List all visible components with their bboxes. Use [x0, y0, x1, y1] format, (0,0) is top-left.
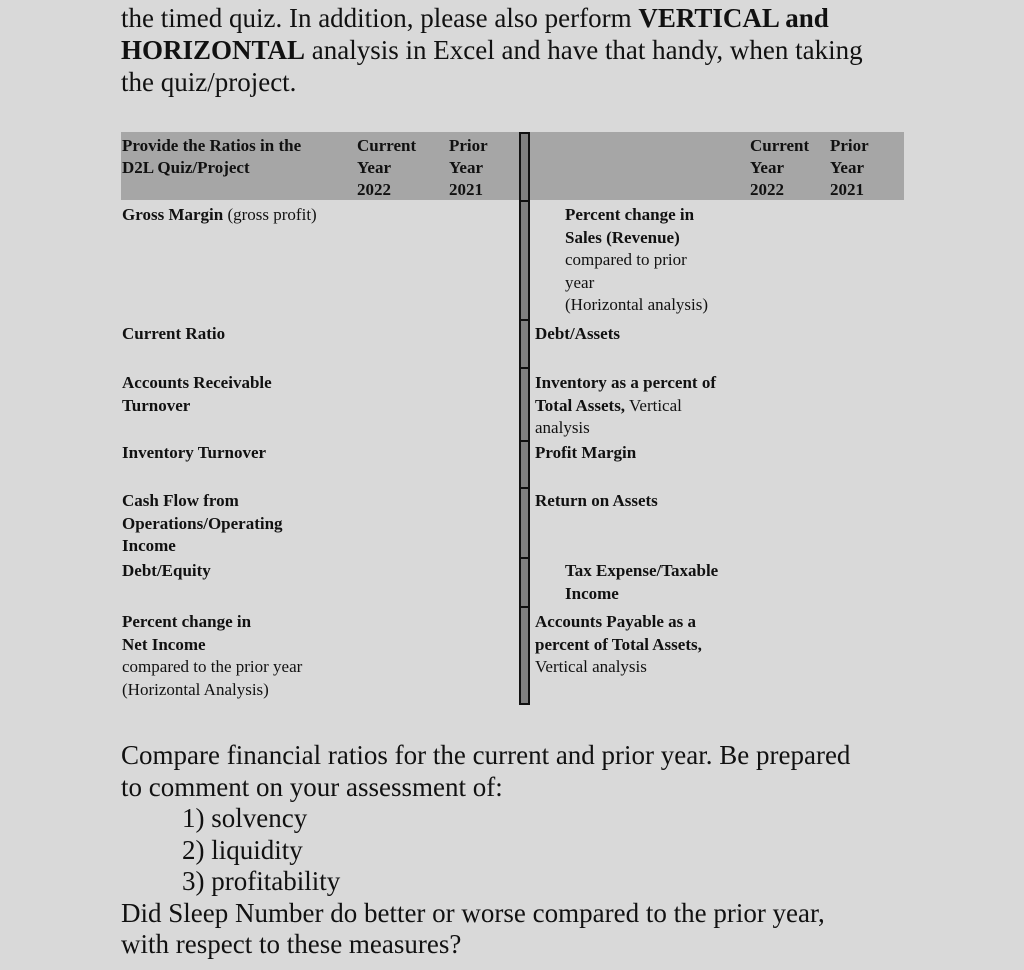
pct-sales-line: Percent change in [565, 205, 695, 224]
cash-flow-line: Income [122, 536, 176, 555]
header-line: 2021 [830, 180, 864, 199]
header-left-title-line: D2L Quiz/Project [122, 158, 250, 177]
ap-pct-line: percent of Total Assets, [535, 634, 702, 654]
table-divider [519, 132, 530, 705]
header-right-prior-year [830, 135, 869, 201]
divider-segment [521, 487, 528, 489]
ap-pct-line: Accounts Payable as a [535, 612, 697, 631]
header-line: Year [750, 158, 784, 177]
gross-margin-label: Gross Margin [122, 205, 224, 224]
row-ap-pct [535, 611, 702, 679]
header-line: Prior [449, 136, 488, 155]
row-ar-turnover [122, 372, 272, 417]
cash-flow-line: Cash Flow from [122, 491, 239, 510]
header-right-current-year [750, 135, 809, 201]
header-line: Year [830, 158, 864, 177]
instructions-line: with respect to these measures? [121, 929, 462, 959]
row-tax [565, 560, 718, 605]
header-line: 2021 [449, 180, 483, 199]
row-pct-net-income [122, 611, 302, 701]
row-return-on-assets: Return on Assets [535, 491, 658, 510]
header-line: Current [357, 136, 417, 155]
list-item: 2) liquidity [182, 834, 303, 865]
ar-turnover-line: Accounts Receivable [122, 373, 272, 392]
inventory-pct-line: Vertical [625, 395, 682, 415]
header-line: Current [750, 136, 810, 155]
header-line: Year [357, 158, 391, 177]
divider-segment [521, 606, 528, 608]
pct-sales-line: Sales (Revenue) [565, 227, 680, 247]
header-line: Prior [830, 136, 869, 155]
intro-text-1: the timed quiz. In addition, please also perform [121, 3, 639, 33]
pct-net-income-line: (Horizontal Analysis) [122, 679, 269, 699]
pct-sales-line: (Horizontal analysis) [565, 295, 709, 314]
row-current-ratio: Current Ratio [122, 324, 226, 343]
row-profit-margin: Profit Margin [535, 443, 637, 462]
intro-text-2: analysis in Excel and have that handy, when taking [305, 35, 863, 65]
intro-bold-horizontal: HORIZONTAL [121, 35, 306, 65]
inventory-pct-line: Inventory as a percent of [535, 373, 716, 392]
intro-paragraph [121, 2, 981, 98]
row-gross-margin [122, 204, 317, 227]
ar-turnover-line: Turnover [122, 395, 191, 415]
gross-margin-note: (gross profit) [223, 205, 317, 224]
header-current-year [357, 135, 416, 201]
tax-line: Tax Expense/Taxable [565, 561, 719, 580]
divider-segment [521, 367, 528, 369]
header-left-title [122, 135, 301, 179]
ap-pct-line: Vertical analysis [535, 657, 647, 676]
pct-sales-line: year [565, 272, 595, 292]
instructions-line: to comment on your assessment of: [121, 771, 503, 802]
pct-sales-line: compared to prior [565, 250, 687, 269]
intro-bold-vertical: VERTICAL and [638, 3, 829, 33]
list-item: 3) profitability [182, 866, 341, 896]
row-debt-equity: Debt/Equity [122, 561, 211, 580]
instructions-paragraph [121, 740, 1001, 961]
divider-segment [521, 557, 528, 559]
header-line: 2022 [357, 180, 391, 199]
divider-segment [521, 200, 528, 202]
row-inventory-pct [535, 372, 716, 440]
row-pct-sales [565, 204, 708, 317]
row-debt-assets: Debt/Assets [535, 324, 620, 343]
inventory-pct-line: analysis [535, 418, 590, 437]
row-cash-flow [122, 490, 283, 558]
instructions-line: Did Sleep Number do better or worse compared to the prior year, [121, 897, 825, 928]
header-prior-year [449, 135, 488, 201]
inventory-pct-line: Total Assets, [535, 395, 626, 415]
tax-line: Income [565, 583, 619, 603]
row-inventory-turnover: Inventory Turnover [122, 443, 267, 462]
list-item: 1) solvency [182, 803, 308, 833]
divider-segment [521, 319, 528, 321]
pct-net-income-line: Net Income [122, 634, 206, 654]
header-line: Year [449, 158, 483, 177]
header-left-title-line: Provide the Ratios in the [122, 136, 302, 155]
pct-net-income-line: compared to the prior year [122, 657, 303, 676]
instructions-line: Compare financial ratios for the current and prior year. Be prepared [121, 740, 851, 770]
intro-text-3: the quiz/project. [121, 67, 297, 97]
pct-net-income-line: Percent change in [122, 612, 252, 631]
divider-segment [521, 440, 528, 442]
header-line: 2022 [750, 180, 784, 199]
cash-flow-line: Operations/Operating [122, 513, 283, 533]
